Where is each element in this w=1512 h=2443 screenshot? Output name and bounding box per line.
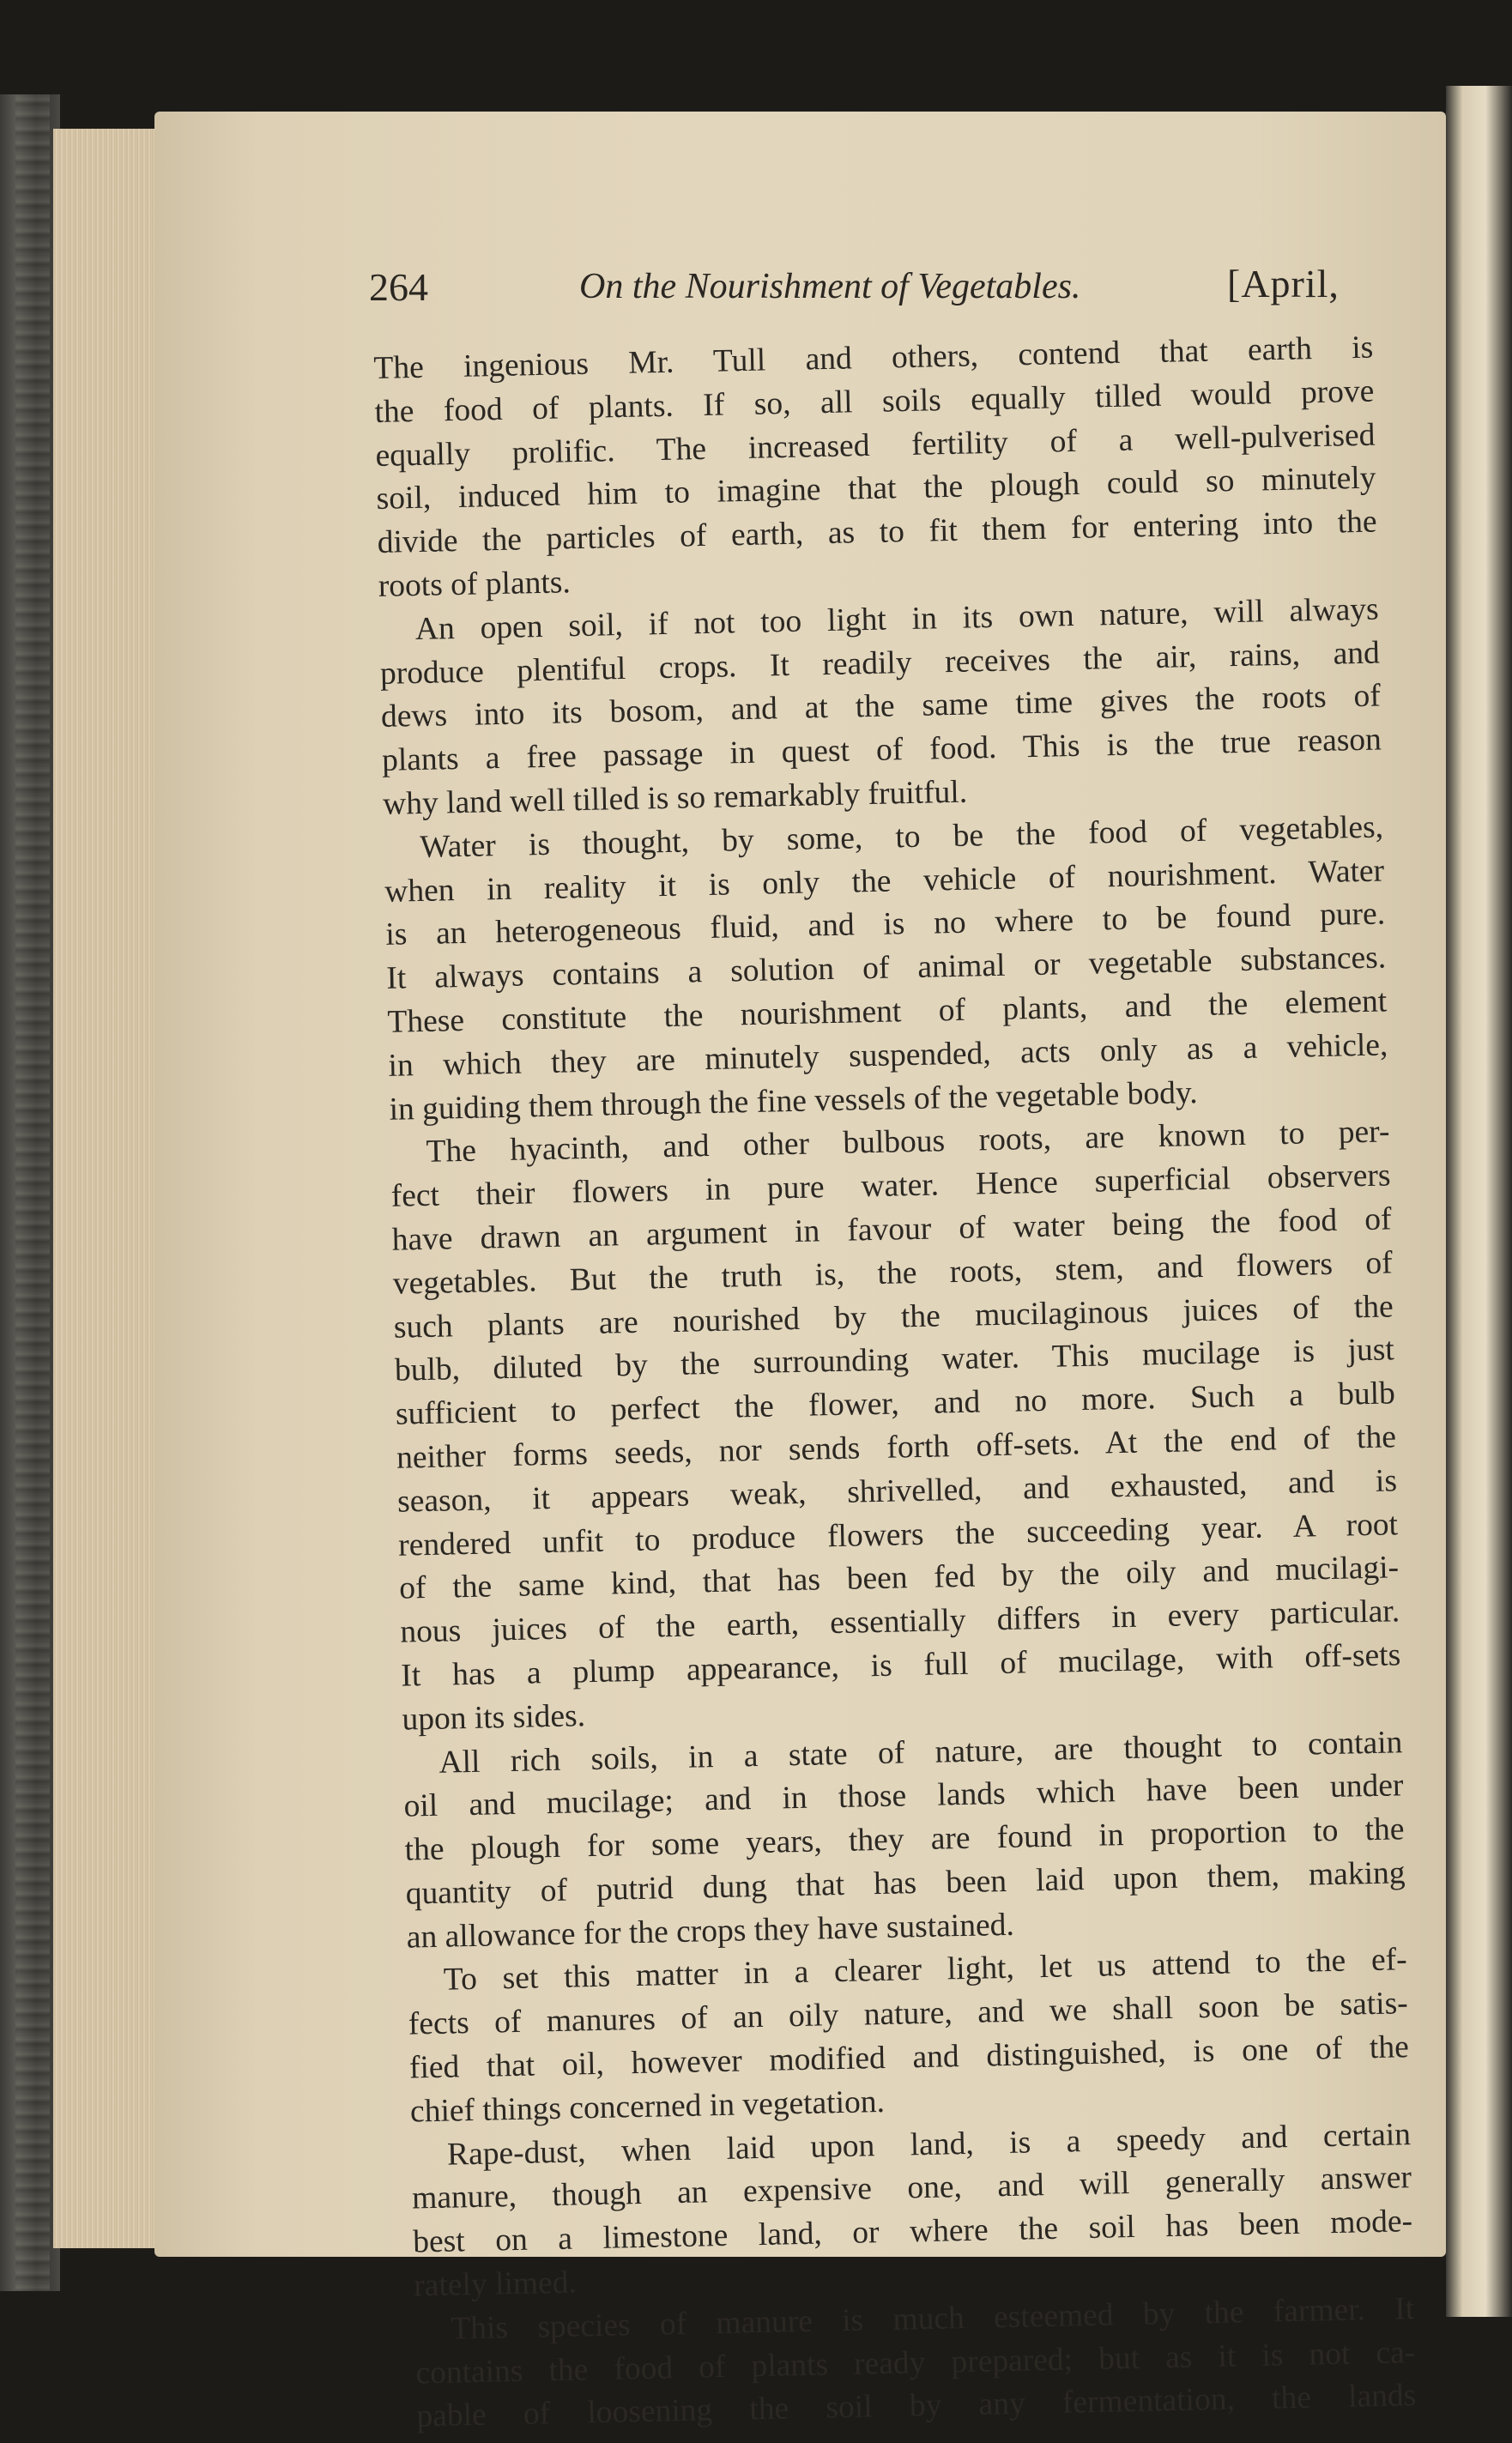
text-line: such plants are nourished by the mucilaginous juices of the (393, 1288, 1394, 1345)
running-date: [April, (1227, 262, 1340, 305)
text-line: divide the particles of earth, as to fit them for entering into the (377, 504, 1377, 561)
text-line: season, it appears weak, shrivelled, and exhausted, and is (396, 1463, 1398, 1520)
text-line: fects of manures of an oily nature, and we shall soon be satis- (408, 1986, 1409, 2042)
text-line: bulb, diluted by the surrounding water. This mucilage is just (394, 1332, 1395, 1389)
right-page-edge (1446, 86, 1512, 2317)
text-line: All rich soils, in a state of nature, are thought to contain (438, 1724, 1403, 1781)
text-line: To set this matter in a clearer light, let us attend to the ef- (443, 1942, 1408, 1999)
text-line: produce plentiful crops. It readily receives the air, rains, and (379, 635, 1381, 692)
text-line: sufficient to perfect the flower, and no more. Such a bulb (395, 1376, 1396, 1432)
text-line: This species of manure is much esteemed by the farmer. It (450, 2290, 1415, 2347)
text-line: in which they are minutely suspended, acts only as a vehicle, (388, 1027, 1388, 1084)
text-line: rately limed. (413, 2265, 578, 2304)
running-title: On the Nourishment of Vegetables. (579, 267, 1081, 306)
text-line: upon its sides. (402, 1697, 586, 1738)
text-line: the plough for some years, they are found in proportion to the (404, 1811, 1405, 1868)
text-line: roots of plants. (378, 565, 572, 604)
text-line: chief things concerned in vegetation. (409, 2083, 886, 2130)
text-line: pable of loosening the soil by any fermentation, the lands (416, 2378, 1417, 2434)
text-line: Rape-dust, when laid upon land, is a speedy and certain (446, 2116, 1412, 2173)
text-line: of the same kind, that has been fed by the oily and mucilagi- (398, 1550, 1400, 1606)
text-line: is an heterogeneous fluid, and is no where to be found pure. (384, 896, 1386, 953)
text-line: It always contains a solution of animal or vegetable substances. (385, 940, 1387, 996)
text-line: An open soil, if not too light in its own nature, will always (414, 591, 1380, 647)
body-text (373, 327, 1417, 2440)
text-line: manure, though an expensive one, and will generally answer (411, 2160, 1412, 2216)
text-line: It has a plump appearance, is full of mucilage, with off-sets (400, 1637, 1401, 1694)
text-line: plants a free passage in quest of food. This is the true reason (381, 722, 1382, 779)
text-line: soil, induced him to imagine that the plough could so minutely (376, 460, 1376, 517)
text-line: dews into its bosom, and at the same time gives the roots of (380, 678, 1382, 735)
text-line: rendered unfit to produce flowers the succeeding year. A root (397, 1506, 1399, 1563)
text-line: have drawn an argument in favour of water being the food of (391, 1201, 1392, 1258)
text-line: in guiding them through the fine vessels of the vegetable body. (389, 1074, 1198, 1128)
text-line: fied that oil, however modified and distinguished, is one of the (408, 2029, 1410, 2086)
text-line: oil and mucilage; and in those lands which have been under (403, 1768, 1404, 1824)
text-line: quantity of putrid dung that has been laid upon them, making (405, 1855, 1406, 1912)
text-line: fect their flowers in pure water. Hence superficial observers (390, 1158, 1391, 1214)
text-line: The ingenious Mr. Tull and others, contend that earth is (373, 330, 1374, 386)
running-header (369, 257, 1382, 326)
text-line: the food of plants. If so, all soils equally tilled would prove (374, 373, 1375, 430)
text-line: contains the food of plants ready prepared; but as it is not ca- (415, 2334, 1416, 2392)
text-line: nous juices of the earth, essentially differs in every particular. (399, 1593, 1400, 1650)
page-number: 264 (369, 265, 428, 309)
text-line: The hyacinth, and other bulbous roots, are known to per- (426, 1114, 1390, 1170)
text-line: vegetables. But the truth is, the roots, stem, and flowers of (392, 1245, 1394, 1302)
text-line: an allowance for the crops they have sustained. (406, 1907, 1015, 1956)
text-line: These constitute the nourishment of plants, and the element (387, 983, 1388, 1040)
text-line: equally prolific. The increased fertility of a well-pulverised (375, 417, 1376, 474)
text-line: why land well tilled is so remarkably fruitful. (382, 774, 968, 822)
text-line: Water is thought, by some, to be the food of vegetables, (419, 809, 1384, 865)
text-line: best on a limestone land, or where the soil has been mode- (412, 2204, 1413, 2260)
text-line: when in reality it is only the vehicle of nourishment. Water (384, 853, 1385, 910)
text-line: neither forms seeds, nor sends forth off-sets. At the end of the (396, 1419, 1397, 1476)
cover-edge (15, 94, 50, 2291)
